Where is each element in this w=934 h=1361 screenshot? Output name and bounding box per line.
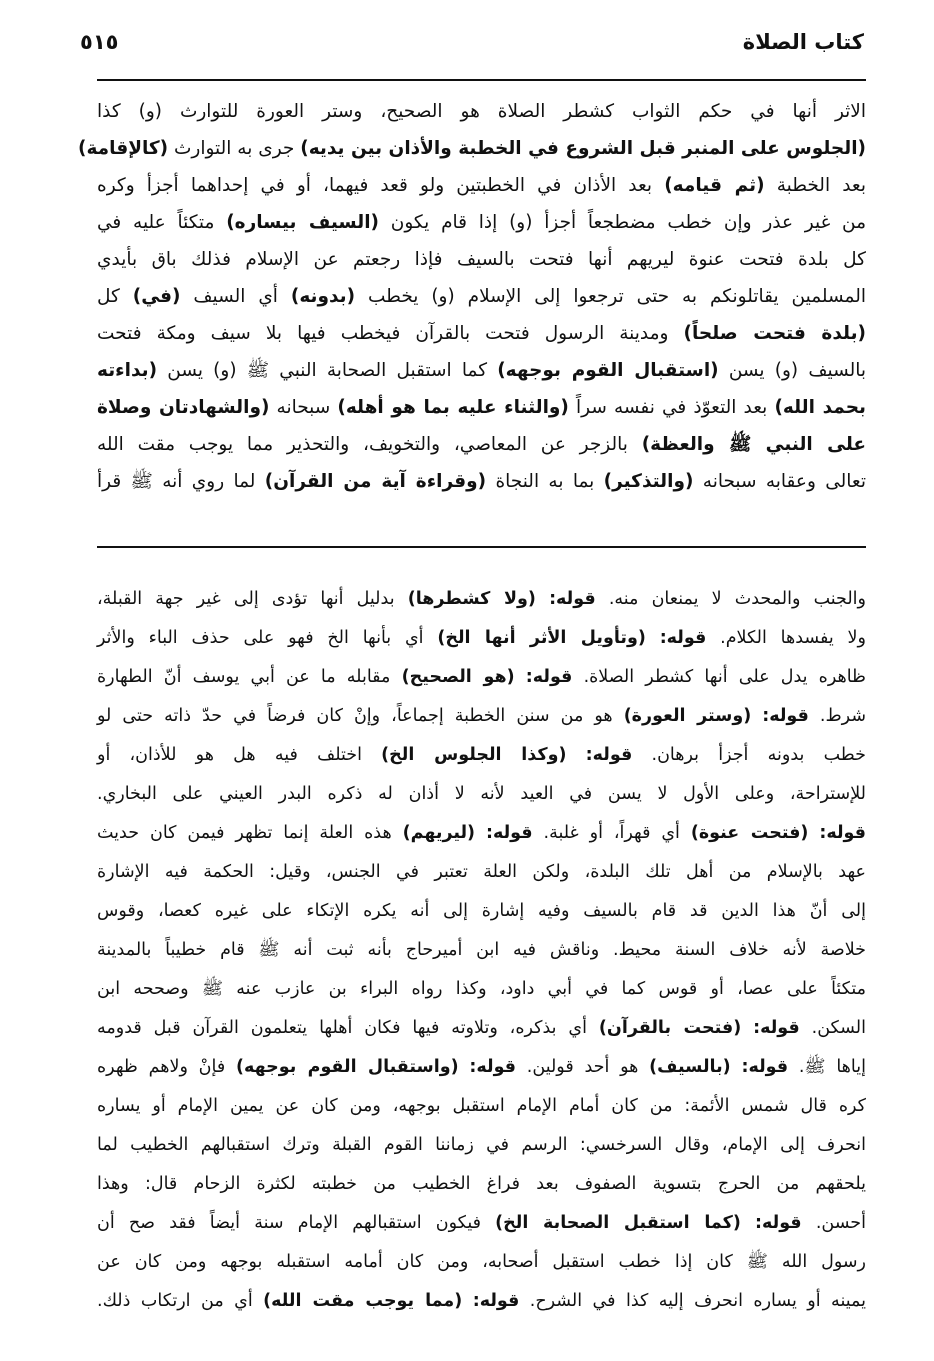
bold-quote: (فتحت عنوة): [690, 823, 809, 843]
bold-quote: قوله:: [485, 823, 533, 843]
commentary-line: [97, 853, 866, 892]
bold-quote: (الجلوس على المنبر قبل الشروع في الخطبة والأذان بين يديه): [300, 138, 866, 159]
text-run: عهد بالإسلام من أهل تلك البلدة، ولكن العلة تعتبر في الجنس، وقيل: الحكمة فيه الإشارة: [97, 862, 866, 882]
bold-quote: (فتحت بالقرآن): [598, 1018, 742, 1038]
text-run: [459, 1057, 470, 1077]
bold-quote: (السيف بيساره): [226, 212, 379, 233]
main-line: [97, 389, 866, 426]
text-run: أي السيف: [180, 286, 291, 307]
text-run: لما روي أنه ﷺ قرأ: [97, 471, 265, 492]
text-run: بدليل أنها تؤدى إلى غير جهة القبلة،: [97, 589, 408, 609]
bold-quote: (كما استقبل الصحابة الخ): [495, 1213, 741, 1233]
text-run: بعد الأذان في الخطبتين ولو قعد فيهما، أو في إحداهما أجزأ وكره: [97, 175, 665, 196]
main-line: [97, 241, 866, 278]
commentary-line: [97, 892, 866, 931]
bold-quote: (وكذا الجلوس الخ): [381, 745, 567, 765]
text-run: متكئاً عليه في: [97, 212, 227, 233]
bold-quote: قوله:: [755, 1213, 802, 1233]
bold-quote: (وتأويل الأثر أنها الخ): [437, 628, 646, 648]
text-run: فإنْ ولاهم ظهره: [97, 1057, 236, 1077]
bold-quote: على النبي ﷺ والعظة): [641, 434, 867, 455]
text-run: خلاصة لأنه خلاف السنة محيط. وناقش فيه ابن أميرحاج بأنه ثبت أنه ﷺ قام خطيباً بالمدينة: [97, 940, 866, 960]
bold-quote: قوله:: [469, 1057, 517, 1077]
text-run: [751, 706, 762, 726]
commentary-line: [97, 580, 866, 619]
main-text: [78, 93, 867, 500]
bold-quote: قوله:: [472, 1291, 520, 1311]
bold-quote: (ثم قيامه): [664, 175, 765, 196]
text-run: اختلف فيه هل هو للأذان، أو: [97, 745, 382, 765]
commentary-line: [97, 1048, 866, 1087]
text-run: [808, 823, 819, 843]
bold-quote: (استقبال القوم بوجهه): [497, 360, 719, 381]
text-run: متكئاً على عصا، أو قوس كما في أبي داود، وكذا رواه البراء بن عازب عنه ﷺ وصححه ابن: [97, 979, 866, 999]
main-line: [97, 315, 866, 352]
running-title: كتاب الصلاة: [742, 30, 864, 54]
main-line: [97, 426, 866, 463]
text-run: أي بأنها الخ فهو على حذف الباء والأثر: [97, 628, 438, 648]
text-run: [566, 745, 585, 765]
header-rule: [97, 79, 866, 81]
text-run: إلى أنّ هذا الدين قد قام بالسيف وفيه إشارة إلى أنه يكره الإتكاء على غيره كعصا، وقوس: [97, 901, 866, 921]
text-run: [462, 1291, 472, 1311]
commentary-line: [97, 970, 866, 1009]
text-run: هو من سنن الخطبة إجماعاً، وإنْ كان فرضاً في حدّ ذاته حتى لو: [97, 706, 624, 726]
bold-quote: (بالسيف): [649, 1057, 731, 1077]
main-line: [78, 130, 866, 167]
commentary-line: [97, 931, 866, 970]
main-line: [97, 204, 866, 241]
text-run: بما به النجاة: [486, 471, 604, 492]
text-run: بالزجر عن المعاصي، والتخويف، والتحذير مما يوجب مقت الله: [97, 434, 642, 455]
text-run: هذه العلة إنما تظهر فيمن كان حديث: [97, 823, 403, 843]
text-run: [536, 589, 549, 609]
text-run: [646, 628, 660, 648]
commentary-line: [97, 775, 866, 814]
text-run: مقابله ما عن أبي يوسف أنّ الطهارة: [97, 667, 402, 687]
text-run: السكن.: [799, 1018, 866, 1038]
bold-quote: بحمد الله): [774, 397, 866, 418]
commentary-line: [97, 736, 866, 775]
text-run: خطب بدونه أجزأ برهان.: [632, 745, 866, 765]
text-run: تعالى وعقابه سبحانه: [693, 471, 866, 492]
main-line: [97, 278, 866, 315]
bold-quote: قوله:: [525, 667, 573, 687]
commentary-line: [97, 1165, 866, 1204]
text-run: رسول الله ﷺ كان إذا خطب استقبل أصحابه، ومن كان أمامه استقبله بوجهه ومن كان عن: [97, 1252, 866, 1272]
bold-quote: (والشهادتان وصلاة: [97, 397, 270, 418]
text-run: إياها ﷺ.: [788, 1057, 866, 1077]
commentary-line: [97, 658, 866, 697]
text-run: للإستراحة، وعلى الأول لا يسن في العيد لأنه لا أذان له ذكره البدر العيني على البخاري.: [97, 784, 866, 804]
text-run: الاثر أنها في حكم الثواب كشطر الصلاة هو الصحيح، وستر العورة للتوارث (و) كذا: [97, 101, 866, 122]
page-number: ٥١٥: [80, 30, 119, 54]
bold-quote: (مما يوجب مقت الله): [263, 1291, 463, 1311]
text-run: أي قهراً، أو غلبة.: [532, 823, 691, 843]
commentary-line: [97, 1009, 866, 1048]
bold-quote: (بلدة فتحت صلحاً): [683, 323, 866, 344]
text-run: [475, 823, 486, 843]
bold-quote: قوله:: [762, 706, 809, 726]
text-run: كل: [97, 286, 133, 307]
text-run: من غير عذر وإن خطب مضطجعاً أجزأ (و) إذا قام يكون: [379, 212, 867, 233]
commentary-line: [97, 697, 866, 736]
text-run: أي بذكره، وتلاوته فيها فكان أهلها يتعلمون القرآن قبل قدومه: [97, 1018, 599, 1038]
commentary-line: [97, 814, 866, 853]
text-run: أحسن.: [801, 1213, 866, 1233]
text-run: بالسيف (و) يسن: [718, 360, 866, 381]
text-run: شرط.: [808, 706, 866, 726]
bold-quote: (والتذكير): [603, 471, 694, 492]
text-run: كره قال شمس الأئمة: من كان أمام الإمام استقبل بوجهه، ومن كان عن يمين الإمام أو يساره: [97, 1096, 866, 1116]
commentary-line: [97, 1126, 866, 1165]
text-run: [741, 1213, 755, 1233]
text-run: ومدينة الرسول فتحت بالقرآن فيخطب فيها بلا سيف ومكة فتحت: [97, 323, 684, 344]
commentary-line: [97, 1204, 866, 1243]
bold-quote: (والثناء عليه بما هو أهله): [337, 397, 569, 418]
main-line: [97, 93, 866, 130]
text-run: جرى به التوارث: [168, 138, 301, 159]
text-run: كل بلدة فتحت عنوة ليريهم أنها فتحت بالسيف فإذا رجعتم عن الإسلام فذلك باق بأيدي: [97, 249, 866, 270]
main-line: [97, 167, 866, 204]
commentary-line: [97, 1243, 866, 1282]
bold-quote: (بدونه): [290, 286, 356, 307]
bold-quote: (كالإقامة): [78, 138, 169, 159]
bold-quote: قوله:: [659, 628, 707, 648]
commentary-line: [97, 1282, 866, 1321]
bold-quote: (بداءته: [97, 360, 158, 381]
bold-quote: قوله:: [549, 589, 596, 609]
text-run: ظاهره يدل على أنها كشطر الصلاة.: [572, 667, 866, 687]
text-run: يلحقهم من الحرج بتسوية الصفوف بعد فراغ الخطيب من خطبته لكثرة الزحام قال: وهذا: [97, 1174, 866, 1194]
commentary-line: [97, 1087, 866, 1126]
bold-quote: (وستر العورة): [623, 706, 752, 726]
bold-quote: قوله:: [819, 823, 866, 843]
bold-quote: قوله:: [753, 1018, 800, 1038]
bold-quote: (هو الصحيح): [401, 667, 515, 687]
text-run: كما استقبل الصحابة النبي ﷺ (و) يسن: [157, 360, 498, 381]
text-run: فيكون استقبالهم الإمام سنة أيضاً فقد صح أن: [97, 1213, 496, 1233]
text-run: المسلمين يقاتلونكم به حتى ترجعوا إلى الإسلام (و) يخطب: [355, 286, 866, 307]
text-run: يمينه أو يساره انحرف إليه كذا في الشرح.: [519, 1291, 866, 1311]
commentary-line: [97, 619, 866, 658]
text-run: أي من ارتكاب ذلك.: [97, 1291, 264, 1311]
footnote-separator: [97, 546, 866, 548]
commentary-text: [97, 580, 866, 1321]
bold-quote: (وقراءة آية من القرآن): [264, 471, 487, 492]
text-run: [731, 1057, 742, 1077]
text-run: سبحانه: [269, 397, 338, 418]
main-line: [97, 352, 866, 389]
text-run: [515, 667, 526, 687]
bold-quote: قوله:: [585, 745, 633, 765]
text-run: انحرف إلى الإمام، وقال السرخسي: الرسم في زماننا القوم القبلة وترك استقبالهم الخطيب لما: [97, 1135, 866, 1155]
text-run: بعد التعوّذ في نفسه سراً: [568, 397, 775, 418]
bold-quote: قوله:: [741, 1057, 789, 1077]
text-run: [741, 1018, 753, 1038]
main-line: [97, 463, 866, 500]
bold-quote: (ولا كشطرها): [407, 589, 536, 609]
text-run: والجنب والمحدث لا يمنعان منه.: [595, 589, 866, 609]
text-run: ولا يفسدها الكلام.: [706, 628, 866, 648]
text-run: هو أحد قولين.: [516, 1057, 650, 1077]
bold-quote: (في): [132, 286, 181, 307]
bold-quote: (ليريهم): [402, 823, 476, 843]
bold-quote: (واستقبال القوم بوجهه): [236, 1057, 459, 1077]
text-run: بعد الخطبة: [764, 175, 866, 196]
